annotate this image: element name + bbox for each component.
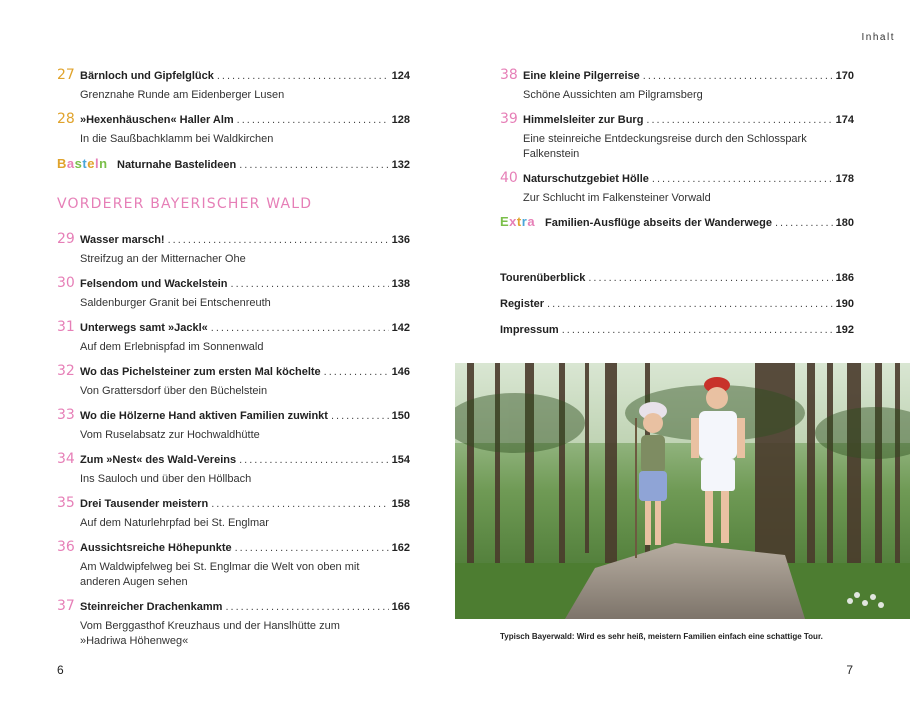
leader-dots <box>211 322 389 334</box>
entry-number: 37 <box>57 598 75 614</box>
entry-subtitle: Von Grattersdorf über den Büchelstein <box>80 385 268 397</box>
entry-subtitle: Vom Ruselabsatz zur Hochwaldhütte <box>80 429 260 441</box>
entry-title: Naturnahe Bastelideen <box>117 159 237 171</box>
entry-number: 27 <box>57 67 75 83</box>
leader-dots <box>775 217 833 229</box>
photo-caption: Typisch Bayerwald: Wird es sehr heiß, meistern Familien einfach eine schattige Tour. <box>500 632 823 641</box>
leader-dots <box>562 324 833 336</box>
leader-dots <box>211 498 388 510</box>
entry-page: 150 <box>391 410 410 422</box>
toc-entry-36[interactable] <box>57 539 410 590</box>
entry-number: 35 <box>57 495 75 511</box>
leader-dots <box>168 234 389 246</box>
extra-label: Extra <box>500 214 536 229</box>
index-title: Tourenüberblick <box>500 272 586 284</box>
index-title: Impressum <box>500 324 559 336</box>
entry-page: 162 <box>391 542 410 554</box>
entry-subtitle: In die Saußbachklamm bei Waldkirchen <box>80 133 274 145</box>
leader-dots <box>588 272 832 284</box>
entry-title: Wasser marsch! <box>80 234 165 246</box>
entry-subtitle: Zur Schlucht im Falkensteiner Vorwald <box>523 192 711 204</box>
toc-entry-40[interactable] <box>500 170 854 206</box>
entry-title: Wo das Pichelsteiner zum ersten Mal köchelte <box>80 366 321 378</box>
leader-dots <box>652 173 833 185</box>
entry-page: 154 <box>391 454 410 466</box>
page-number-left: 6 <box>57 663 64 677</box>
entry-number: 32 <box>57 363 75 379</box>
page-number-right: 7 <box>846 663 853 677</box>
entry-page: 180 <box>835 217 854 229</box>
forest-illustration <box>455 363 910 619</box>
entry-number: 30 <box>57 275 75 291</box>
leader-dots <box>237 114 389 126</box>
entry-number: 31 <box>57 319 75 335</box>
entry-number: 38 <box>500 67 518 83</box>
entry-page: 142 <box>391 322 410 334</box>
leader-dots <box>239 454 389 466</box>
entry-page: 170 <box>835 70 854 82</box>
entry-number: 29 <box>57 231 75 247</box>
entry-page: 136 <box>391 234 410 246</box>
entry-page: 128 <box>391 114 410 126</box>
entry-title: »Hexenhäuschen« Haller Alm <box>80 114 234 126</box>
entry-page: 132 <box>391 159 410 171</box>
leader-dots <box>231 278 389 290</box>
entry-page: 146 <box>391 366 410 378</box>
leader-dots <box>239 159 388 171</box>
leader-dots <box>235 542 389 554</box>
toc-entry-33[interactable] <box>57 407 410 443</box>
index-entry-register[interactable] <box>500 298 854 310</box>
leader-dots <box>217 70 389 82</box>
entry-title: Wo die Hölzerne Hand aktiven Familien zuwinkt <box>80 410 328 422</box>
toc-entry-extra[interactable] <box>500 214 854 235</box>
index-page: 186 <box>835 272 854 284</box>
entry-page: 166 <box>391 601 410 613</box>
right-page <box>455 0 910 701</box>
toc-entry-31[interactable] <box>57 319 410 355</box>
entry-title: Felsendom und Wackelstein <box>80 278 228 290</box>
entry-title: Drei Tausender meistern <box>80 498 209 510</box>
entry-title: Eine kleine Pilgerreise <box>523 70 640 82</box>
entry-subtitle: Ins Sauloch und über den Höllbach <box>80 473 252 485</box>
leader-dots <box>547 298 833 310</box>
entry-title: Aussichtsreiche Höhepunkte <box>80 542 232 554</box>
toc-entry-39[interactable] <box>500 111 854 162</box>
entry-title: Zum »Nest« des Wald-Vereins <box>80 454 237 466</box>
entry-subtitle: Eine steinreiche Entdeckungsreise durch den Schlosspark Falkenstein <box>523 133 807 160</box>
entry-title: Unterwegs samt »Jackl« <box>80 322 208 334</box>
entry-number: 36 <box>57 539 75 555</box>
toc-entry-30[interactable] <box>57 275 410 311</box>
index-page: 190 <box>835 298 854 310</box>
toc-entry-35[interactable] <box>57 495 410 531</box>
entry-subtitle: Saldenburger Granit bei Entschenreuth <box>80 297 271 309</box>
entry-number: 40 <box>500 170 518 186</box>
running-header: Inhalt <box>861 32 895 43</box>
entry-subtitle: Auf dem Erlebnispfad im Sonnenwald <box>80 341 264 353</box>
entry-subtitle: Auf dem Naturlehrpfad bei St. Englmar <box>80 517 269 529</box>
toc-entry-32[interactable] <box>57 363 410 399</box>
entry-subtitle: Streifzug an der Mitternacher Ohe <box>80 253 246 265</box>
toc-entry-34[interactable] <box>57 451 410 487</box>
forest-photo <box>455 363 910 619</box>
entry-page: 174 <box>835 114 854 126</box>
entry-number: 28 <box>57 111 75 127</box>
toc-entry-38[interactable] <box>500 67 854 103</box>
entry-subtitle: Schöne Aussichten am Pilgramsberg <box>523 89 703 101</box>
toc-entry-basteln[interactable] <box>57 156 410 177</box>
toc-entry-27[interactable] <box>57 67 410 103</box>
leader-dots <box>331 410 389 422</box>
entry-title: Himmelsleiter zur Burg <box>523 114 644 126</box>
toc-entry-29[interactable] <box>57 231 410 267</box>
toc-entry-37[interactable] <box>57 598 410 649</box>
entry-title: Naturschutzgebiet Hölle <box>523 173 649 185</box>
leader-dots <box>225 601 388 613</box>
entry-page: 138 <box>391 278 410 290</box>
index-entry-tourenueberblick[interactable] <box>500 272 854 284</box>
entry-subtitle: Grenznahe Runde am Eidenberger Lusen <box>80 89 285 101</box>
entry-subtitle: Am Waldwipfelweg bei St. Englmar die Welt von oben mit anderen Augen sehen <box>80 561 360 588</box>
entry-page: 178 <box>835 173 854 185</box>
entry-title: Steinreicher Drachenkamm <box>80 601 223 613</box>
entry-number: 34 <box>57 451 75 467</box>
section-heading: VORDERER BAYERISCHER WALD <box>57 196 313 212</box>
entry-title: Bärnloch und Gipfelglück <box>80 70 214 82</box>
index-entry-impressum[interactable] <box>500 324 854 336</box>
basteln-label: Basteln <box>57 156 108 171</box>
index-page: 192 <box>835 324 854 336</box>
entry-number: 33 <box>57 407 75 423</box>
entry-title: Familien-Ausflüge abseits der Wanderwege <box>545 217 772 229</box>
index-title: Register <box>500 298 545 310</box>
entry-page: 124 <box>391 70 410 82</box>
leader-dots <box>643 70 833 82</box>
entry-page: 158 <box>391 498 410 510</box>
leader-dots <box>646 114 832 126</box>
leader-dots <box>324 366 389 378</box>
entry-number: 39 <box>500 111 518 127</box>
entry-subtitle: Vom Berggasthof Kreuzhaus und der Hanslhütte zum »Hadriwa Höhenweg« <box>80 620 340 647</box>
toc-entry-28[interactable] <box>57 111 410 147</box>
